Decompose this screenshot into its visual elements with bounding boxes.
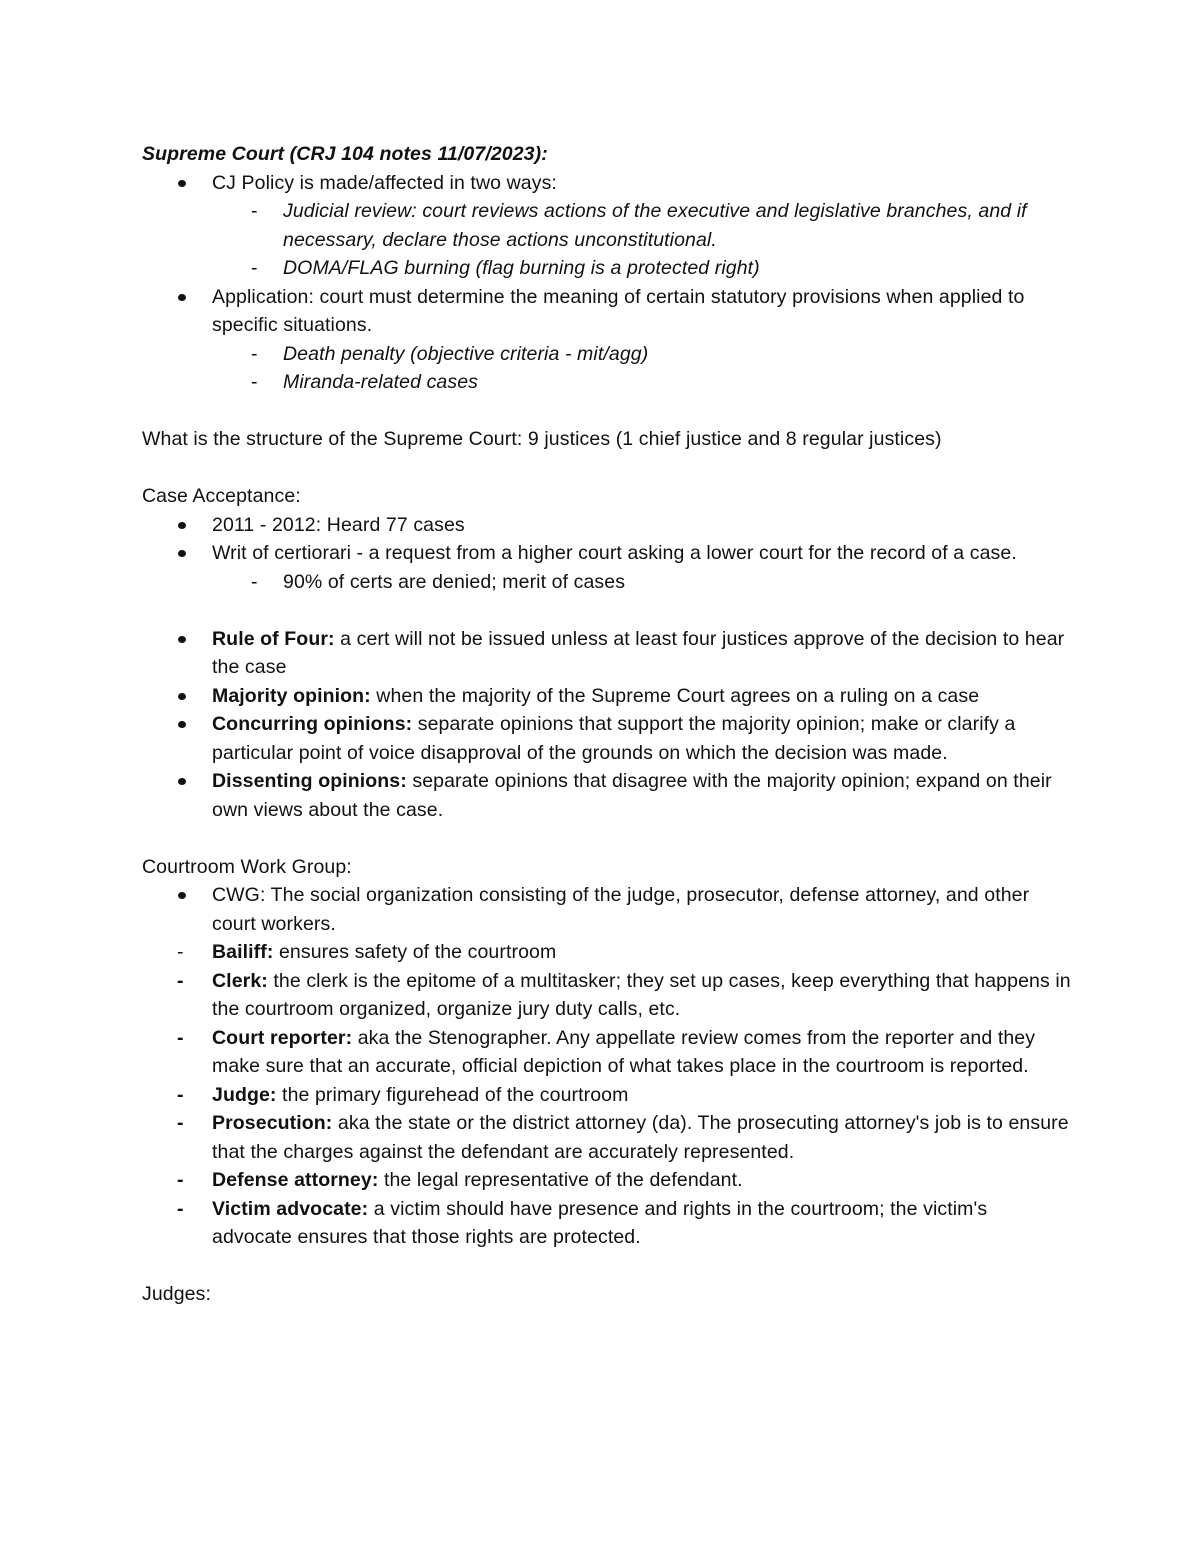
opinions-list: [142, 625, 1072, 825]
dash-marker: -: [251, 570, 258, 593]
page-title: Supreme Court (CRJ 104 notes 11/07/2023):: [142, 143, 548, 165]
list-item: [142, 539, 1072, 596]
role-term: Judge:: [212, 1083, 277, 1106]
opinion-text: when the majority of the Supreme Court agrees on a ruling on a case: [370, 684, 980, 707]
opinion-text: separate opinions that support the majority opinion; make or clarify a particular point of voice disapproval of the grounds on which the decision was made.: [212, 713, 1016, 764]
death-penalty-text: Death penalty (objective criteria - mit/agg): [283, 342, 649, 365]
role-text: a victim should have presence and rights in the courtroom; the victim's advocate ensures that those rights are protected.: [212, 1197, 988, 1248]
bullet-icon: [178, 693, 186, 700]
bullet-icon: [178, 180, 186, 187]
doma-text: DOMA/FLAG burning (flag burning is a protected right): [283, 257, 760, 279]
list-item: [142, 967, 1072, 1024]
dash-marker: -: [177, 969, 184, 992]
list-item: [142, 682, 1072, 711]
dash-marker: -: [177, 1083, 184, 1106]
role-term: Defense attorney:: [212, 1169, 379, 1191]
bullet-icon: [178, 294, 186, 301]
workgroup-list: [142, 881, 1072, 1252]
role-text: the primary figurehead of the courtroom: [276, 1083, 629, 1106]
dash-marker: -: [251, 342, 258, 365]
writ-text: Writ of certiorari - a request from a higher court asking a lower court for the record of a case.: [212, 542, 1017, 564]
judicial-review-text: Judicial review: court reviews actions of the executive and legislative branches, and if necessary, declare those actions unconstitutional.: [283, 200, 1027, 251]
role-text: aka the Stenographer. Any appellate review comes from the reporter and they make sure that an accurate, official depiction of what takes place in the courtroom is reported.: [212, 1026, 1036, 1077]
opinion-term: Rule of Four:: [212, 627, 335, 650]
list-item: [142, 283, 1072, 397]
list-item: [142, 568, 1072, 597]
bullet-icon: [178, 721, 186, 728]
document-body: [142, 140, 1072, 1309]
case-acceptance-heading: Case Acceptance:: [142, 485, 301, 507]
list-item: [142, 1081, 1072, 1110]
opinion-text: a cert will not be issued unless at least four justices approve of the decision to hear the case: [212, 627, 1065, 678]
dash-marker: -: [177, 1197, 184, 1220]
dash-marker: -: [177, 1026, 184, 1049]
role-term: Bailiff:: [212, 941, 274, 963]
dash-marker: -: [177, 941, 184, 963]
list-item: [142, 197, 1072, 254]
list-item: [142, 254, 1072, 283]
list-item: [142, 340, 1072, 369]
dash-marker: -: [251, 200, 258, 222]
structure-text: What is the structure of the Supreme Court: 9 justices (1 chief justice and 8 regular justices): [142, 428, 942, 450]
list-item: [142, 625, 1072, 682]
list-item: [142, 1195, 1072, 1252]
dash-marker: -: [177, 1169, 184, 1191]
application-text: Application: court must determine the meaning of certain statutory provisions when applied to specific situations.: [212, 285, 1025, 336]
opinion-term: Majority opinion:: [212, 684, 371, 707]
list-item: [142, 169, 1072, 283]
role-term: Clerk:: [212, 969, 268, 992]
bullet-icon: [178, 522, 186, 529]
list-item: [142, 938, 1072, 967]
role-text: ensures safety of the courtroom: [273, 941, 557, 963]
list-item: [142, 368, 1072, 397]
list-item: [142, 511, 1072, 540]
opinion-term: Dissenting opinions:: [212, 770, 407, 792]
miranda-text: Miranda-related cases: [283, 371, 479, 393]
list-item: [142, 1166, 1072, 1195]
policy-text: CJ Policy is made/affected in two ways:: [212, 171, 557, 194]
dash-marker: -: [251, 371, 258, 393]
list-item: [142, 1109, 1072, 1166]
list-item: [142, 710, 1072, 767]
cwg-text: CWG: The social organization consisting of the judge, prosecutor, defense attorney, and other court workers.: [212, 884, 1030, 935]
dash-marker: -: [251, 257, 258, 279]
bullet-icon: [178, 636, 186, 643]
bullet-icon: [178, 778, 186, 785]
role-text: the clerk is the epitome of a multitasker; they set up cases, keep everything that happens in the courtroom organized, organize jury duty calls, etc.: [212, 969, 1071, 1020]
bullet-icon: [178, 550, 186, 557]
sub-list: [142, 197, 1072, 283]
list-item: [142, 881, 1072, 938]
bullet-icon: [178, 892, 186, 899]
list-item: [142, 767, 1072, 824]
role-text: the legal representative of the defendant.: [378, 1169, 743, 1191]
role-text: aka the state or the district attorney (da). The prosecuting attorney's job is to ensure that the charges against the defendant are accurately represented.: [212, 1112, 1069, 1163]
role-term: Court reporter:: [212, 1026, 353, 1049]
sub-list: [142, 340, 1072, 397]
certs-text: 90% of certs are denied; merit of cases: [283, 570, 626, 593]
opinion-term: Concurring opinions:: [212, 713, 413, 735]
role-term: Prosecution:: [212, 1112, 333, 1134]
workgroup-heading: Courtroom Work Group:: [142, 855, 352, 878]
policy-list: [142, 169, 1072, 397]
opinion-text: separate opinions that disagree with the majority opinion; expand on their own views about the case.: [212, 770, 1052, 821]
case-acceptance-list: [142, 511, 1072, 597]
heard-text: 2011 - 2012: Heard 77 cases: [212, 513, 465, 536]
list-item: [142, 1024, 1072, 1081]
role-term: Victim advocate:: [212, 1197, 369, 1220]
sub-list: [142, 568, 1072, 597]
dash-marker: -: [177, 1112, 184, 1134]
judges-heading: Judges:: [142, 1283, 211, 1305]
